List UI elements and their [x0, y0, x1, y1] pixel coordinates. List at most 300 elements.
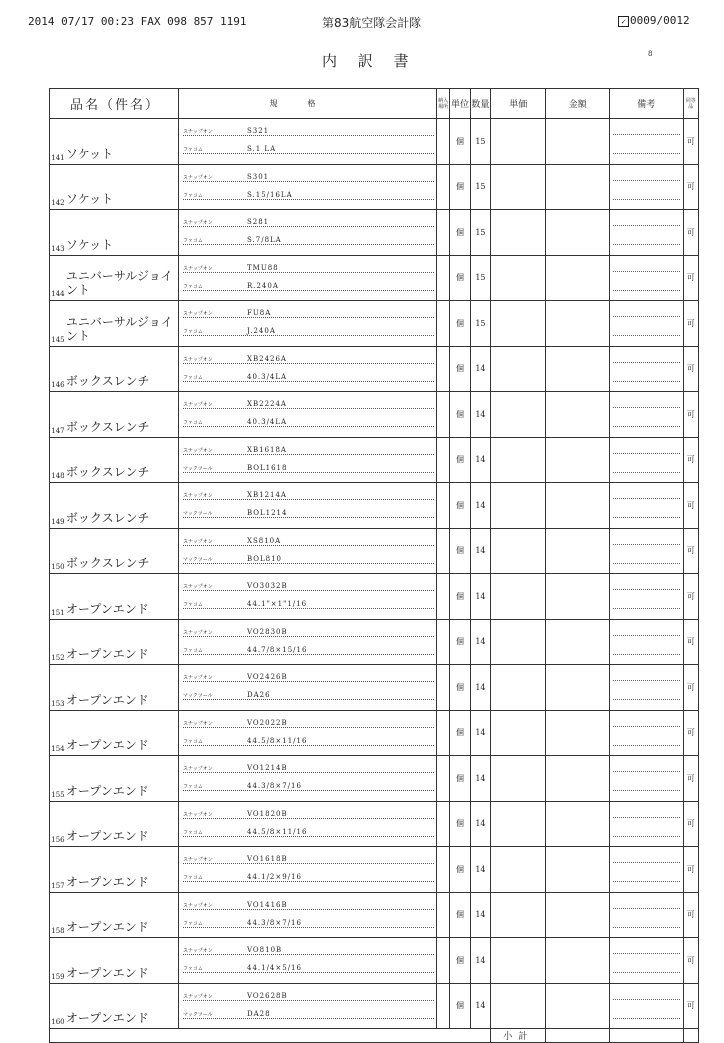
- item-spec: [178, 892, 436, 938]
- col-unit-price: 単価: [491, 89, 546, 119]
- item-name: ソケット: [66, 119, 179, 165]
- maker-label: ファコム: [182, 602, 203, 608]
- part-number: 44.1/2×9/16: [246, 873, 302, 881]
- spec-line: [183, 914, 434, 928]
- item-name: ボックスレンチ: [66, 346, 179, 392]
- item-spec: [178, 983, 436, 1029]
- part-number: S.7/8LA: [246, 236, 282, 244]
- part-number: 44.3/8×7/16: [246, 918, 302, 927]
- item-unit: 個: [450, 801, 470, 847]
- item-number: 154: [50, 710, 66, 756]
- item-name: オープンエンド: [66, 756, 179, 802]
- item-equivalent: 可: [683, 483, 698, 529]
- table-row: [50, 346, 699, 392]
- item-spec: [178, 756, 436, 802]
- maker-label: ファコム: [182, 647, 203, 654]
- part-number: BOL810: [246, 554, 283, 563]
- spec-line: [183, 486, 434, 500]
- maker-label: スナップオン: [182, 265, 213, 272]
- page-counter: [618, 14, 690, 27]
- maker-label: ファコム: [182, 966, 203, 972]
- item-remarks: [609, 119, 683, 165]
- item-spec: [178, 255, 436, 301]
- item-amount: [546, 892, 609, 938]
- item-amount: [546, 210, 609, 256]
- organization-name: 第83航空隊会計隊: [322, 16, 422, 30]
- maker-label: マックツール: [182, 1011, 213, 1018]
- item-number: 147: [50, 392, 66, 438]
- item-quantity: 15: [470, 301, 490, 347]
- spec-line: [183, 231, 434, 245]
- table-row: [50, 619, 699, 665]
- item-spec: [178, 801, 436, 847]
- item-unit-price: [491, 346, 546, 392]
- table-row: [50, 665, 699, 711]
- spec-line: [183, 259, 434, 273]
- maker-label: ファコム: [182, 920, 203, 927]
- item-quantity: 14: [470, 983, 490, 1029]
- table-row: [50, 574, 699, 620]
- item-spec: [178, 528, 436, 574]
- item-unit-price: [491, 528, 546, 574]
- item-quantity: 14: [470, 437, 490, 483]
- maker-label: スナップオン: [182, 811, 213, 818]
- part-number: FU8A: [246, 309, 272, 317]
- item-spec: [178, 665, 436, 711]
- maker-label: ファコム: [182, 283, 203, 290]
- item-unit-price: [491, 574, 546, 620]
- spec-line: [183, 823, 434, 837]
- spec-line: [183, 122, 434, 136]
- spec-line: [183, 168, 434, 182]
- item-equivalent: 可: [683, 665, 698, 711]
- item-note-mark: [436, 574, 449, 620]
- spec-line: [183, 322, 434, 336]
- maker-label: スナップオン: [182, 902, 213, 909]
- item-remarks: [609, 665, 683, 711]
- col-equivalent: 同等品: [683, 89, 698, 119]
- part-number: 40.3/4LA: [246, 372, 288, 381]
- item-note-mark: [436, 847, 449, 893]
- item-note-mark: [436, 437, 449, 483]
- part-number: 44.3/8×7/16: [246, 782, 302, 790]
- item-name: オープンエンド: [66, 892, 179, 938]
- maker-label: ファコム: [182, 329, 203, 335]
- item-unit-price: [491, 392, 546, 438]
- item-remarks: [609, 574, 683, 620]
- item-amount: [546, 255, 609, 301]
- table-row: [50, 437, 699, 483]
- subtotal-label: 小計: [491, 1029, 546, 1043]
- item-equivalent: 可: [683, 756, 698, 802]
- part-number: 44.5/8×11/16: [246, 736, 308, 745]
- item-name: ユニバーサルジョイント: [66, 255, 179, 301]
- item-note-mark: [436, 665, 449, 711]
- item-unit: 個: [450, 619, 470, 665]
- item-amount: [546, 301, 609, 347]
- item-name: オープンエンド: [66, 574, 179, 620]
- item-unit: 個: [450, 346, 470, 392]
- item-number: 150: [50, 528, 66, 574]
- item-remarks: [609, 710, 683, 756]
- item-equivalent: 可: [683, 528, 698, 574]
- part-number: 40.3/4LA: [246, 418, 288, 426]
- item-amount: [546, 619, 609, 665]
- maker-label: スナップオン: [182, 857, 213, 863]
- spec-line: [183, 550, 434, 564]
- item-unit: 個: [450, 892, 470, 938]
- item-equivalent: 可: [683, 892, 698, 938]
- maker-label: スナップオン: [182, 356, 213, 363]
- item-note-mark: [436, 619, 449, 665]
- item-number: 144: [50, 255, 66, 301]
- table-row: [50, 483, 699, 529]
- spec-line: [183, 395, 434, 409]
- item-unit-price: [491, 210, 546, 256]
- item-amount: [546, 164, 609, 210]
- fax-header-line: 2014 07/17 00:23 FAX 098 857 1191: [28, 15, 247, 28]
- item-note-mark: [436, 892, 449, 938]
- item-remarks: [609, 210, 683, 256]
- item-spec: [178, 574, 436, 620]
- item-unit-price: [491, 164, 546, 210]
- part-number: R.240A: [246, 281, 279, 290]
- item-spec: [178, 210, 436, 256]
- item-unit: 個: [450, 938, 470, 984]
- item-number: 158: [50, 892, 66, 938]
- subtotal-equivalent: [683, 1029, 698, 1043]
- part-number: VO1416B: [246, 900, 288, 909]
- item-spec: [178, 710, 436, 756]
- part-number: VO1820B: [246, 809, 288, 818]
- spec-line: [183, 140, 434, 154]
- subtotal-blank: [50, 1029, 491, 1043]
- maker-label: ファコム: [182, 420, 203, 426]
- spec-line: [183, 668, 434, 682]
- item-equivalent: 可: [683, 301, 698, 347]
- item-note-mark: [436, 801, 449, 847]
- table-row: [50, 847, 699, 893]
- col-spec: 規格: [178, 89, 436, 119]
- part-number: VO2628B: [246, 991, 288, 1000]
- col-quantity: 数量: [470, 89, 490, 119]
- item-remarks: [609, 528, 683, 574]
- item-quantity: 14: [470, 392, 490, 438]
- item-name: オープンエンド: [66, 665, 179, 711]
- maker-label: スナップオン: [182, 720, 213, 727]
- spec-line: [183, 577, 434, 591]
- item-amount: [546, 483, 609, 529]
- item-name: オープンエンド: [66, 938, 179, 984]
- item-amount: [546, 119, 609, 165]
- item-name: オープンエンド: [66, 801, 179, 847]
- item-quantity: 15: [470, 164, 490, 210]
- item-number: 149: [50, 483, 66, 529]
- item-amount: [546, 665, 609, 711]
- item-remarks: [609, 756, 683, 802]
- spec-line: [183, 868, 434, 882]
- spec-line: [183, 350, 434, 364]
- item-amount: [546, 528, 609, 574]
- item-number: 160: [50, 983, 66, 1029]
- item-unit-price: [491, 437, 546, 483]
- item-note-mark: [436, 119, 449, 165]
- item-spec: [178, 346, 436, 392]
- maker-label: マックツール: [182, 556, 213, 563]
- item-unit: 個: [450, 574, 470, 620]
- maker-label: スナップオン: [182, 493, 213, 499]
- item-unit: 個: [450, 255, 470, 301]
- maker-label: ファコム: [182, 784, 203, 790]
- item-name: ソケット: [66, 164, 179, 210]
- spec-line: [183, 277, 434, 291]
- item-spec: [178, 301, 436, 347]
- part-number: XS810A: [246, 536, 282, 545]
- maker-label: ファコム: [182, 192, 203, 199]
- table-row: [50, 301, 699, 347]
- item-note-mark: [436, 483, 449, 529]
- part-number: VO810B: [246, 946, 283, 954]
- item-equivalent: 可: [683, 983, 698, 1029]
- spec-line: [183, 595, 434, 609]
- item-remarks: [609, 301, 683, 347]
- col-remarks: 備考: [609, 89, 683, 119]
- item-unit: 個: [450, 210, 470, 256]
- part-number: VO2830B: [246, 627, 288, 636]
- item-number: 153: [50, 665, 66, 711]
- page-counter-value: 0009/0012: [630, 14, 690, 27]
- item-amount: [546, 847, 609, 893]
- part-number: VO1214B: [246, 764, 288, 772]
- maker-label: ファコム: [182, 147, 203, 153]
- item-spec: [178, 437, 436, 483]
- spec-line: [183, 732, 434, 746]
- part-number: XB1618A: [246, 445, 287, 454]
- item-remarks: [609, 164, 683, 210]
- maker-label: マックツール: [182, 693, 213, 699]
- item-quantity: 14: [470, 346, 490, 392]
- maker-label: マックツール: [182, 465, 213, 472]
- item-equivalent: 可: [683, 710, 698, 756]
- maker-label: ファコム: [182, 738, 203, 745]
- spec-line: [183, 441, 434, 455]
- part-number: DA28: [246, 1009, 271, 1018]
- maker-label: スナップオン: [182, 311, 213, 317]
- item-equivalent: 可: [683, 392, 698, 438]
- spec-line: [183, 413, 434, 427]
- spec-line: [183, 459, 434, 473]
- item-unit-price: [491, 710, 546, 756]
- maker-label: スナップオン: [182, 629, 213, 636]
- part-number: S.1 LA: [246, 145, 277, 153]
- item-amount: [546, 801, 609, 847]
- item-amount: [546, 392, 609, 438]
- maker-label: ファコム: [182, 374, 203, 381]
- item-quantity: 15: [470, 210, 490, 256]
- item-unit: 個: [450, 756, 470, 802]
- item-name: ボックスレンチ: [66, 437, 179, 483]
- item-name: ユニバーサルジョイント: [66, 301, 179, 347]
- item-spec: [178, 164, 436, 210]
- checkbox-icon: ✓: [618, 16, 629, 27]
- part-number: BOL1618: [246, 463, 288, 472]
- table-row: [50, 119, 699, 165]
- item-note-mark: [436, 710, 449, 756]
- item-quantity: 14: [470, 847, 490, 893]
- item-note-mark: [436, 756, 449, 802]
- maker-label: スナップオン: [182, 129, 213, 135]
- breakdown-table: [49, 88, 699, 1043]
- item-unit-price: [491, 665, 546, 711]
- item-remarks: [609, 437, 683, 483]
- item-number: 145: [50, 301, 66, 347]
- item-number: 157: [50, 847, 66, 893]
- table-row: [50, 392, 699, 438]
- part-number: VO1618B: [246, 855, 288, 863]
- item-name: ボックスレンチ: [66, 528, 179, 574]
- item-remarks: [609, 392, 683, 438]
- item-spec: [178, 619, 436, 665]
- item-quantity: 14: [470, 528, 490, 574]
- subtotal-remarks: [609, 1029, 683, 1043]
- maker-label: スナップオン: [182, 447, 213, 454]
- item-unit-price: [491, 847, 546, 893]
- item-unit-price: [491, 119, 546, 165]
- item-number: 141: [50, 119, 66, 165]
- spec-line: [183, 686, 434, 700]
- table-row: [50, 164, 699, 210]
- item-unit-price: [491, 619, 546, 665]
- item-name: オープンエンド: [66, 847, 179, 893]
- spec-line: [183, 759, 434, 773]
- table-row: [50, 892, 699, 938]
- maker-label: スナップオン: [182, 948, 213, 954]
- item-remarks: [609, 983, 683, 1029]
- item-unit-price: [491, 983, 546, 1029]
- item-amount: [546, 756, 609, 802]
- spec-line: [183, 941, 434, 955]
- item-amount: [546, 574, 609, 620]
- item-quantity: 14: [470, 574, 490, 620]
- maker-label: スナップオン: [182, 993, 213, 1000]
- item-quantity: 15: [470, 119, 490, 165]
- item-remarks: [609, 847, 683, 893]
- col-note-mark: 納入場所: [436, 89, 449, 119]
- item-note-mark: [436, 528, 449, 574]
- item-remarks: [609, 346, 683, 392]
- item-unit-price: [491, 255, 546, 301]
- item-name: ボックスレンチ: [66, 483, 179, 529]
- part-number: 44.1/4×5/16: [246, 964, 302, 972]
- maker-label: マックツール: [182, 511, 213, 517]
- item-unit: 個: [450, 483, 470, 529]
- spec-line: [183, 532, 434, 546]
- item-amount: [546, 710, 609, 756]
- item-equivalent: 可: [683, 619, 698, 665]
- item-name: オープンエンド: [66, 983, 179, 1029]
- part-number: VO2022B: [246, 718, 288, 727]
- item-note-mark: [436, 164, 449, 210]
- item-unit: 個: [450, 528, 470, 574]
- item-note-mark: [436, 255, 449, 301]
- item-quantity: 14: [470, 756, 490, 802]
- maker-label: スナップオン: [182, 174, 213, 181]
- part-number: S301: [246, 172, 270, 181]
- spec-line: [183, 186, 434, 200]
- part-number: S281: [246, 218, 270, 226]
- part-number: DA26: [246, 691, 271, 699]
- item-spec: [178, 938, 436, 984]
- part-number: S321: [246, 127, 270, 135]
- item-unit: 個: [450, 119, 470, 165]
- item-name: オープンエンド: [66, 619, 179, 665]
- table-row: [50, 938, 699, 984]
- item-remarks: [609, 892, 683, 938]
- part-number: XB1214A: [246, 491, 287, 499]
- item-unit: 個: [450, 437, 470, 483]
- item-unit-price: [491, 301, 546, 347]
- item-equivalent: 可: [683, 119, 698, 165]
- maker-label: ファコム: [182, 829, 203, 836]
- item-unit: 個: [450, 301, 470, 347]
- maker-label: スナップオン: [182, 402, 213, 408]
- item-amount: [546, 346, 609, 392]
- col-unit: 単位: [450, 89, 470, 119]
- item-equivalent: 可: [683, 164, 698, 210]
- maker-label: ファコム: [182, 238, 203, 244]
- item-equivalent: 可: [683, 938, 698, 984]
- page-number: 8: [648, 50, 653, 58]
- item-equivalent: 可: [683, 210, 698, 256]
- item-quantity: 15: [470, 255, 490, 301]
- part-number: VO2426B: [246, 673, 288, 681]
- spec-line: [183, 850, 434, 864]
- item-unit-price: [491, 483, 546, 529]
- item-number: 143: [50, 210, 66, 256]
- maker-label: スナップオン: [182, 675, 213, 681]
- item-note-mark: [436, 938, 449, 984]
- item-equivalent: 可: [683, 437, 698, 483]
- maker-label: スナップオン: [182, 766, 213, 772]
- item-equivalent: 可: [683, 801, 698, 847]
- spec-line: [183, 304, 434, 318]
- table-row: [50, 210, 699, 256]
- part-number: BOL1214: [246, 509, 288, 517]
- item-quantity: 14: [470, 619, 490, 665]
- spec-line: [183, 896, 434, 910]
- spec-line: [183, 641, 434, 655]
- spec-line: [183, 504, 434, 518]
- item-number: 155: [50, 756, 66, 802]
- item-amount: [546, 437, 609, 483]
- item-number: 159: [50, 938, 66, 984]
- col-name: 品名（件名）: [50, 89, 179, 119]
- maker-label: スナップオン: [182, 584, 213, 590]
- part-number: 44.1"×1"1/16: [246, 600, 308, 608]
- item-remarks: [609, 801, 683, 847]
- item-amount: [546, 938, 609, 984]
- item-spec: [178, 392, 436, 438]
- item-note-mark: [436, 210, 449, 256]
- item-remarks: [609, 619, 683, 665]
- subtotal-row: [50, 1029, 699, 1043]
- table-row: [50, 983, 699, 1029]
- maker-label: ファコム: [182, 875, 203, 881]
- item-spec: [178, 847, 436, 893]
- item-amount: [546, 983, 609, 1029]
- item-number: 152: [50, 619, 66, 665]
- item-name: ボックスレンチ: [66, 392, 179, 438]
